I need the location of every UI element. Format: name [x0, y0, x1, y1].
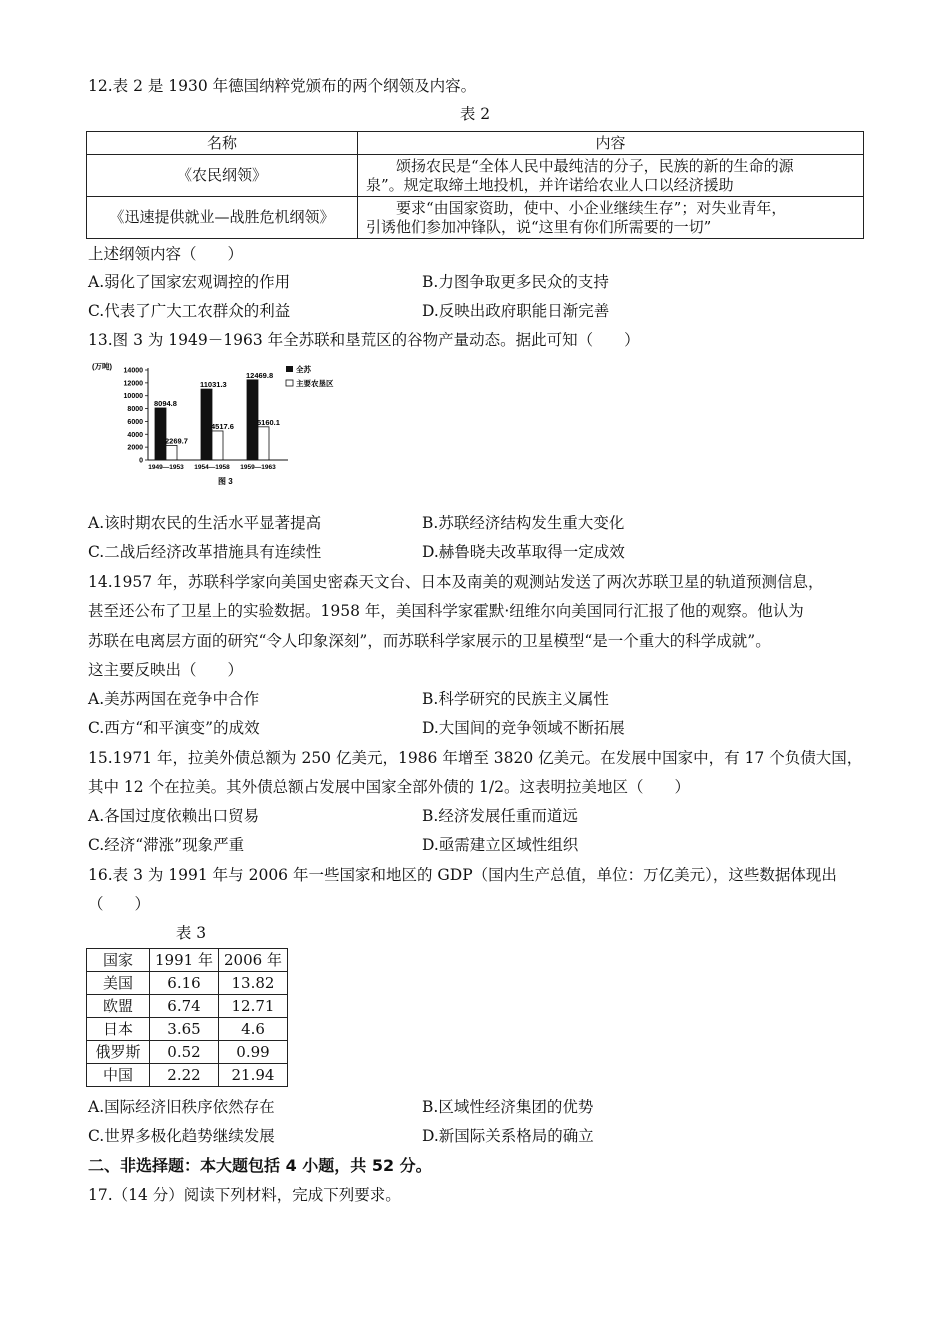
bar-value-label: 12469.8 — [246, 370, 274, 380]
x-category-label: 1954—1958 — [194, 464, 230, 471]
bar-reclaim — [212, 431, 223, 460]
table2-header-name: 名称 — [87, 132, 358, 155]
table3-header-2006: 2006 年 — [219, 949, 288, 972]
table-row — [87, 1018, 288, 1041]
table3-cell: 中国 — [87, 1064, 150, 1087]
table3-cell: 俄罗斯 — [87, 1041, 150, 1064]
x-category-label: 1949—1953 — [148, 464, 184, 471]
table2-cell-name: 《迅速提供就业—战胜危机纲领》 — [87, 197, 358, 239]
y-axis-ticks — [124, 368, 148, 465]
q15-option-d: D.亟需建立区域性组织 — [422, 836, 579, 854]
chart-title: 图 3 — [218, 477, 233, 486]
q16-option-d: D.新国际关系格局的确立 — [422, 1127, 594, 1145]
table2-cell-content: 要求“由国家资助，使中、小企业继续生存”；对失业青年， 引诱他们参加冲锋队，说“这里有你们所需要的一切” — [358, 197, 864, 239]
legend-label-reclaim: 主要农垦区 — [296, 379, 334, 388]
chart-bars — [155, 380, 269, 460]
y-tick-label: 0 — [139, 457, 143, 465]
q12-question: 上述纲领内容（ ） — [88, 245, 244, 263]
table2-cell-content: 颂扬农民是“全体人民中最纯洁的分子，民族的新的生命的源 泉”。规定取缔土地投机，并许诺给农业人口以经济援助 — [358, 155, 864, 197]
table-row — [87, 972, 288, 995]
q16-line-2: （ ） — [88, 895, 151, 913]
table3-header-country: 国家 — [87, 949, 150, 972]
table-row — [87, 197, 864, 239]
y-tick-label: 10000 — [123, 393, 143, 401]
table3-cell: 0.52 — [150, 1041, 219, 1064]
x-category-label: 1959—1963 — [240, 464, 276, 471]
table3-cell: 欧盟 — [87, 995, 150, 1018]
bar-value-label: 11031.3 — [200, 380, 227, 390]
q14-option-b: B.科学研究的民族主义属性 — [422, 690, 609, 708]
table3-cell: 21.94 — [219, 1064, 288, 1087]
y-tick-label: 12000 — [123, 380, 143, 388]
q14-line-4: 这主要反映出（ ） — [88, 661, 244, 679]
q14-line-2: 甚至还公布了卫星上的实验数据。1958 年，美国科学家霍默·纽维尔向美国同行汇报了他的观察。他认为 — [88, 602, 804, 620]
q14-line-3: 苏联在电离层方面的研究“令人印象深刻”，而苏联科学家展示的卫星模型“是一个重大的科学成就”。 — [88, 632, 771, 650]
y-tick-label: 6000 — [127, 418, 143, 426]
q14-line-1: 14.1957 年，苏联科学家向美国史密森天文台、日本及南美的观测站发送了两次苏联卫星的轨道预测信息， — [88, 573, 824, 591]
bar-value-label: 5160.1 — [257, 417, 280, 427]
q12-option-b: B.力图争取更多民众的支持 — [422, 273, 609, 291]
q13-option-a: A.该时期农民的生活水平显著提高 — [88, 514, 322, 532]
table-2 — [86, 131, 864, 239]
q16-line-1: 16.表 3 为 1991 年与 2006 年一些国家和地区的 GDP（国内生产总值，单位：万亿美元），这些数据体现出 — [88, 866, 837, 884]
q16-option-c: C.世界多极化趋势继续发展 — [88, 1127, 275, 1145]
q15-option-b: B.经济发展任重而道远 — [422, 807, 578, 825]
table2-cell-name: 《农民纲领》 — [87, 155, 358, 197]
q12-option-d: D.反映出政府职能日渐完善 — [422, 302, 610, 320]
table-3 — [86, 948, 288, 1087]
bar-reclaim — [258, 427, 269, 460]
x-axis-categories — [148, 464, 276, 471]
bar-reclaim — [166, 445, 177, 460]
bar-value-label: 8094.8 — [154, 398, 177, 408]
table-row — [87, 155, 864, 197]
table2-caption: 表 2 — [459, 105, 491, 123]
legend-label-all-ussr: 全苏 — [296, 365, 311, 374]
q13-stem: 13.图 3 为 1949－1963 年全苏联和垦荒区的谷物产量动态。据此可知（ ） — [88, 331, 640, 349]
table3-cell: 0.99 — [219, 1041, 288, 1064]
y-tick-label: 8000 — [127, 406, 143, 414]
table3-cell: 6.16 — [150, 972, 219, 995]
q16-option-a: A.国际经济旧秩序依然存在 — [88, 1098, 275, 1116]
table3-cell: 4.6 — [219, 1018, 288, 1041]
q13-option-c: C.二战后经济改革措施具有连续性 — [88, 543, 322, 561]
y-axis-unit: (万吨) — [92, 362, 112, 371]
table3-cell: 13.82 — [219, 972, 288, 995]
legend-swatch-all-ussr — [286, 366, 293, 372]
q16-option-b: B.区域性经济集团的优势 — [422, 1098, 594, 1116]
legend-swatch-reclaim — [286, 380, 293, 386]
table-row — [87, 1041, 288, 1064]
table-row — [87, 1064, 288, 1087]
table3-header-1991: 1991 年 — [150, 949, 219, 972]
table3-cell: 2.22 — [150, 1064, 219, 1087]
bar-all-ussr — [155, 408, 166, 460]
q15-option-a: A.各国过度依赖出口贸易 — [88, 807, 260, 825]
q15-line-1: 15.1971 年，拉美外债总额为 250 亿美元，1986 年增至 3820 亿美元。在发展中国家中，有 17 个负债大国， — [88, 749, 863, 767]
q13-option-b: B.苏联经济结构发生重大变化 — [422, 514, 625, 532]
q12-option-a: A.弱化了国家宏观调控的作用 — [88, 273, 291, 291]
y-tick-label: 14000 — [123, 367, 143, 375]
table3-cell: 日本 — [87, 1018, 150, 1041]
q15-line-2: 其中 12 个在拉美。其外债总额占发展中国家全部外债的 1/2。这表明拉美地区（ ） — [88, 778, 690, 796]
section2-heading: 二、非选择题：本大题包括 4 小题，共 52 分。 — [88, 1156, 432, 1175]
q12-option-c: C.代表了广大工农群众的利益 — [88, 302, 291, 320]
table-row — [87, 995, 288, 1018]
q12-stem: 12.表 2 是 1930 年德国纳粹党颁布的两个纲领及内容。 — [88, 77, 477, 95]
q17-stem: 17.（14 分）阅读下列材料，完成下列要求。 — [88, 1186, 401, 1204]
y-tick-label: 4000 — [127, 431, 143, 439]
q14-option-d: D.大国间的竞争领域不断拓展 — [422, 719, 625, 737]
table3-cell: 12.71 — [219, 995, 288, 1018]
grain-output-chart — [90, 360, 360, 488]
q13-option-d: D.赫鲁晓夫改革取得一定成效 — [422, 543, 625, 561]
table3-caption: 表 3 — [175, 924, 207, 942]
table3-cell: 3.65 — [150, 1018, 219, 1041]
q14-option-c: C.西方“和平演变”的成效 — [88, 719, 260, 737]
bar-value-label: 4517.6 — [211, 421, 234, 431]
q14-option-a: A.美苏两国在竞争中合作 — [88, 690, 260, 708]
table3-cell: 美国 — [87, 972, 150, 995]
y-tick-label: 2000 — [127, 444, 143, 452]
table2-header-content: 内容 — [358, 132, 864, 155]
bar-value-label: 2269.7 — [165, 436, 188, 446]
table3-cell: 6.74 — [150, 995, 219, 1018]
q15-option-c: C.经济“滞涨”现象严重 — [88, 836, 245, 854]
